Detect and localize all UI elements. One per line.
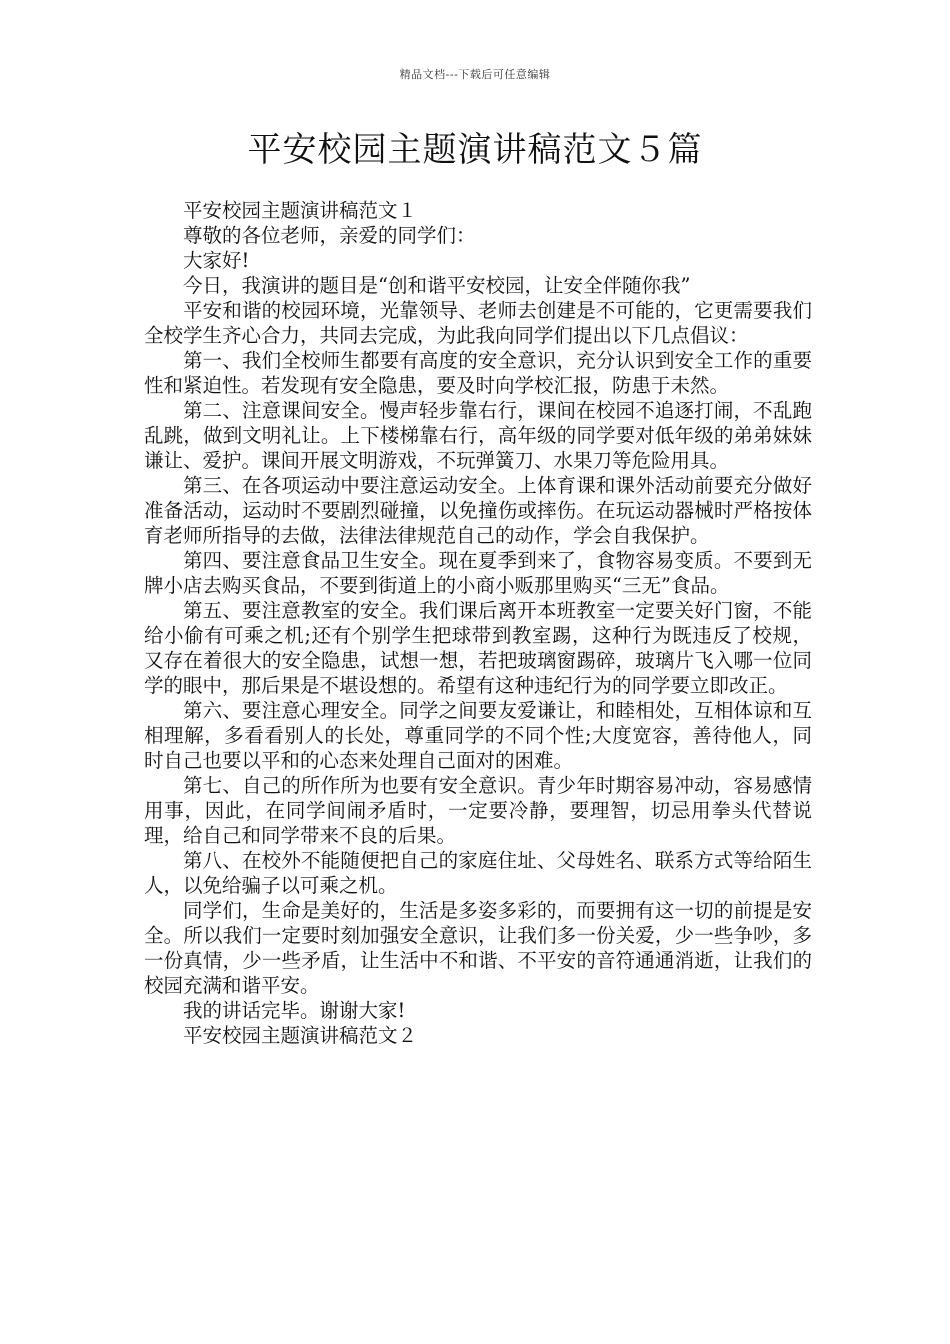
point-3-paragraph: 第三、在各项运动中要注意运动安全。上体育课和课外活动前要充分做好准备活动，运动时不要剧烈碰撞，以免撞伤或摔伤。在玩运动器械时严格按体育老师所指导的去做，法律法律规范自己的动作，学会自我保护。 — [144, 474, 812, 547]
point-8-paragraph: 第八、在校外不能随便把自己的家庭住址、父母姓名、联系方式等给陌生人，以免给骗子以可乘之机。 — [144, 849, 812, 897]
subtitle-paragraph: 平安校园主题演讲稿范文１ — [183, 199, 418, 222]
intro-paragraph: 平安和谐的校园环境，光靠领导、老师去创建是不可能的，它更需要我们全校学生齐心合力，共同去完成，为此我向同学们提出以下几点倡议： — [144, 299, 812, 347]
greeting-paragraph: 大家好! — [183, 249, 250, 272]
document-title: 平安校园主题演讲稿范文５篇 — [247, 130, 703, 170]
point-5-paragraph: 第五、要注意教室的安全。我们课后离开本班教室一定要关好门窗，不能给小偷有可乘之机;还有个别学生把球带到教室踢，这种行为既违反了校规，又存在着很大的安全隐患，试想一想，若把玻璃窗踢碎，玻璃片飞入哪一位同学的眼中，那后果是不堪设想的。希望有这种违纪行为的同学要立即改正。 — [144, 599, 812, 697]
header-note: 精品文档---下载后可任意编辑 — [399, 68, 551, 81]
document-body — [144, 198, 812, 1048]
conclusion-paragraph: 同学们，生命是美好的，生活是多姿多彩的，而要拥有这一切的前提是安全。所以我们一定要时刻加强安全意识，让我们多一份关爱，少一些争吵，多一份真情，少一些矛盾，让生活中不和谐、不平安的音符通通消逝，让我们的校园充满和谐平安。 — [144, 899, 812, 997]
point-4-paragraph: 第四、要注意食品卫生安全。现在夏季到来了，食物容易变质。不要到无牌小店去购买食品，不要到街道上的小商小贩那里购买“三无”食品。 — [144, 549, 812, 597]
salutation-paragraph: 尊敬的各位老师，亲爱的同学们： — [183, 224, 476, 247]
next-section-heading: 平安校园主题演讲稿范文２ — [183, 1024, 418, 1047]
point-7-paragraph: 第七、自己的所作所为也要有安全意识。青少年时期容易冲动，容易感情用事，因此，在同学间闹矛盾时，一定要冷静，要理智，切忌用拳头代替说理，给自己和同学带来不良的后果。 — [144, 774, 812, 847]
point-1-paragraph: 第一、我们全校师生都要有高度的安全意识，充分认识到安全工作的重要性和紧迫性。若发现有安全隐患，要及时向学校汇报，防患于未然。 — [144, 349, 812, 397]
closing-paragraph: 我的讲话完毕。谢谢大家! — [183, 999, 406, 1022]
topic-paragraph: 今日，我演讲的题目是“创和谐平安校园，让安全伴随你我” — [183, 274, 691, 297]
point-2-paragraph: 第二、注意课间安全。慢声轻步靠右行，课间在校园不追逐打闹，不乱跑乱跳，做到文明礼让。上下楼梯靠右行，高年级的同学要对低年级的弟弟妹妹谦让、爱护。课间开展文明游戏，不玩弹簧刀、水果刀等危险用具。 — [144, 399, 812, 472]
point-6-paragraph: 第六、要注意心理安全。同学之间要友爱谦让，和睦相处，互相体谅和互相理解，多看看别人的长处，尊重同学的不同个性;大度宽容，善待他人，同时自己也要以平和的心态来处理自己面对的困难。 — [144, 699, 812, 772]
